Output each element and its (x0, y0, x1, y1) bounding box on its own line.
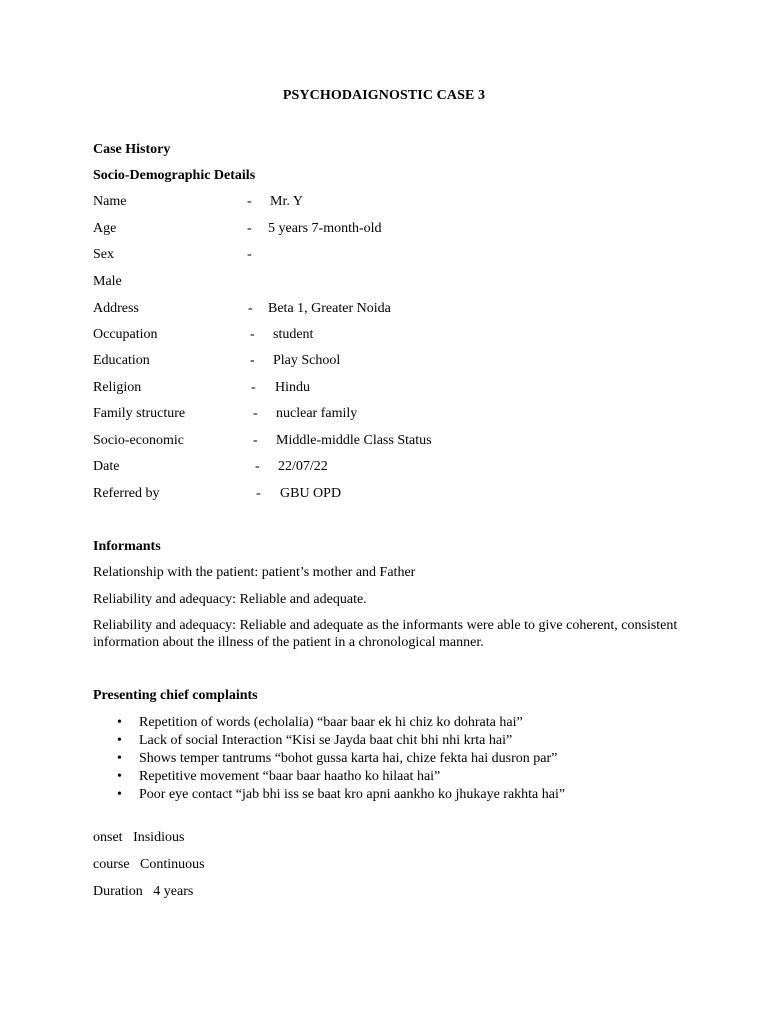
course-value: Continuous (140, 857, 205, 872)
bullet-icon: • (117, 751, 122, 766)
religion-separator: - (251, 380, 256, 395)
list-item (93, 787, 565, 805)
date-separator: - (255, 459, 260, 474)
list-item (93, 769, 565, 787)
course-label: course (93, 857, 130, 872)
bullet-icon: • (117, 715, 122, 730)
education-value: Play School (273, 353, 341, 368)
complaint-text: Lack of social Interaction “Kisi se Jayda baat chit bhi nhi krta hai” (139, 733, 513, 748)
referred-by-value: GBU OPD (280, 486, 342, 501)
duration-value: 4 years (153, 884, 194, 899)
name-value: Mr. Y (270, 194, 303, 209)
list-item (93, 751, 565, 769)
informants-heading: Informants (93, 539, 161, 554)
address-value: Beta 1, Greater Noida (268, 301, 391, 316)
case-history-heading: Case History (93, 142, 171, 157)
family-structure-separator: - (253, 406, 258, 421)
family-structure-label: Family structure (93, 406, 186, 421)
sex-separator: - (247, 247, 252, 262)
onset-row (93, 830, 184, 846)
religion-label: Religion (93, 380, 142, 395)
informants-relationship: Relationship with the patient: patient’s mother and Father (93, 565, 416, 580)
socio-economic-separator: - (253, 433, 258, 448)
socio-economic-label: Socio-economic (93, 433, 184, 448)
occupation-value: student (273, 327, 314, 342)
complaint-text: Shows temper tantrums “bohot gussa karta hai, chize fekta hai dusron par” (139, 751, 558, 766)
address-label: Address (93, 301, 139, 316)
education-separator: - (250, 353, 255, 368)
education-label: Education (93, 353, 150, 368)
complaints-list (93, 715, 565, 805)
bullet-icon: • (117, 733, 122, 748)
occupation-separator: - (250, 327, 255, 342)
socio-demographic-heading: Socio-Demographic Details (93, 168, 256, 183)
referred-by-label: Referred by (93, 486, 160, 501)
list-item (93, 733, 565, 751)
informants-reliability-short: Reliability and adequacy: Reliable and adequate. (93, 592, 367, 607)
age-label: Age (93, 221, 117, 236)
complaints-heading: Presenting chief complaints (93, 688, 258, 703)
sex-value: Male (93, 274, 122, 289)
complaint-text: Poor eye contact “jab bhi iss se baat kro apni aankho ko jhukaye rakhta hai” (139, 787, 566, 802)
bullet-icon: • (117, 769, 122, 784)
informants-reliability-long: Reliability and adequacy: Reliable and adequate as the informants were able to give coherent, consistent information about the illness of the patient in a chronological manner. (93, 618, 678, 650)
referred-by-separator: - (256, 486, 261, 501)
course-row (93, 857, 205, 873)
age-separator: - (247, 221, 252, 236)
bullet-icon: • (117, 787, 122, 802)
onset-value: Insidious (133, 830, 185, 845)
list-item (93, 715, 565, 733)
page-title: PSYCHODAIGNOSTIC CASE 3 (282, 88, 486, 103)
name-separator: - (247, 194, 252, 209)
sex-label: Sex (93, 247, 114, 262)
duration-row (93, 884, 193, 900)
address-separator: - (248, 301, 253, 316)
onset-label: onset (93, 830, 123, 845)
religion-value: Hindu (275, 380, 310, 395)
duration-label: Duration (93, 884, 143, 899)
date-value: 22/07/22 (278, 459, 328, 474)
occupation-label: Occupation (93, 327, 158, 342)
complaint-text: Repetitive movement “baar baar haatho ko hilaat hai” (139, 769, 441, 784)
complaint-text: Repetition of words (echolalia) “baar baar ek hi chiz ko dohrata hai” (139, 715, 523, 730)
socio-economic-value: Middle-middle Class Status (276, 433, 432, 448)
name-label: Name (93, 194, 127, 209)
date-label: Date (93, 459, 120, 474)
family-structure-value: nuclear family (276, 406, 358, 421)
age-value: 5 years 7-month-old (268, 221, 382, 236)
